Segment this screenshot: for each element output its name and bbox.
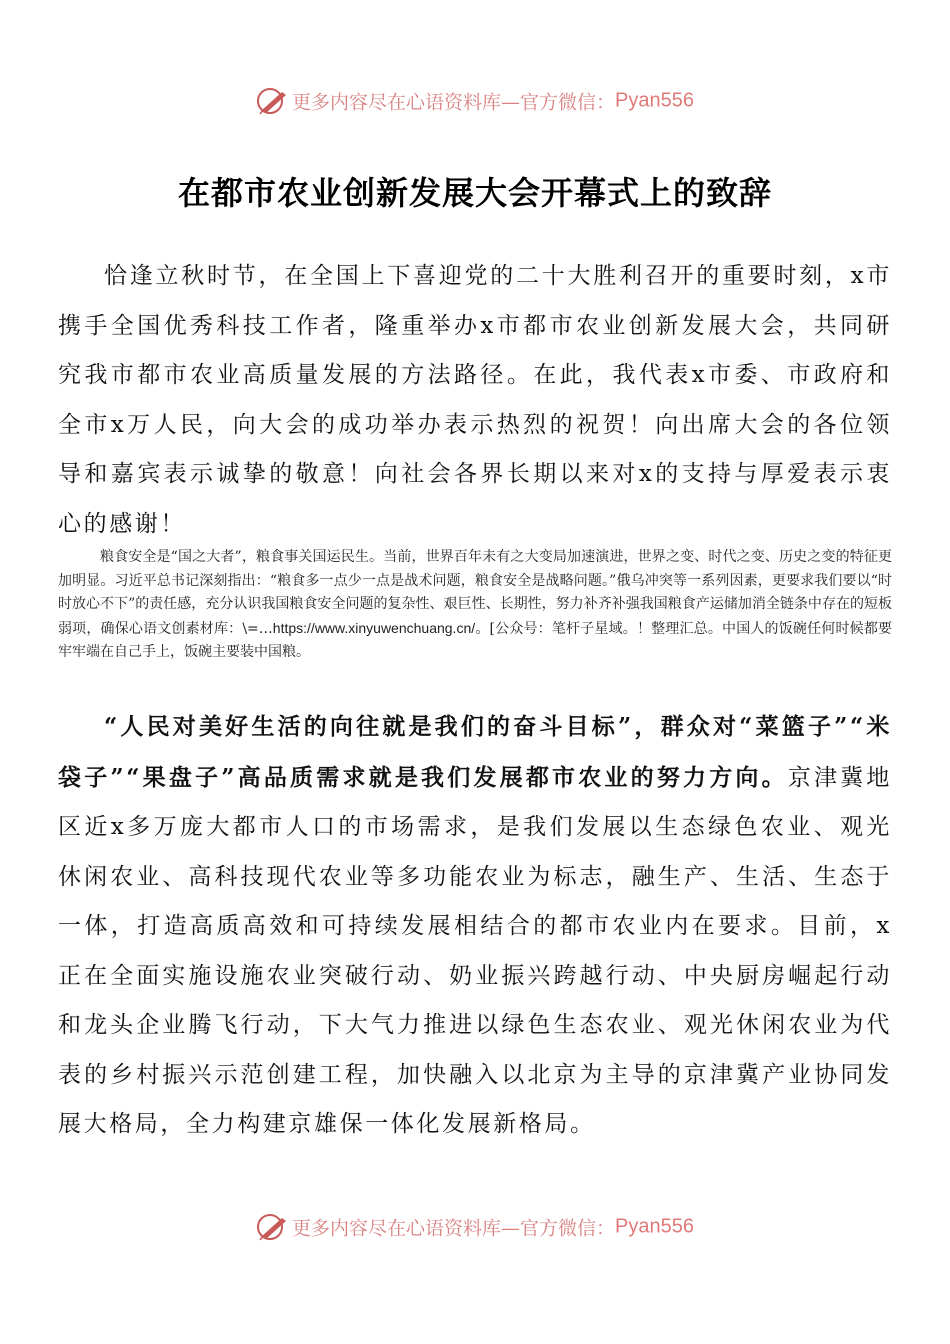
pen-logo-icon (256, 86, 290, 116)
page-title: 在都市农业创新发展大会开幕式上的致辞 (177, 174, 772, 212)
watermark-text: 更多内容尽在心语资料库—官方微信： (292, 1217, 616, 1240)
note-url: https://www.xinyuwenchuang.cn/ (272, 619, 476, 636)
note-text-after: 。[公众号：笔杆子星域。！整理汇总。中国人的饭碗任何时候都要牢牢端在自己手上，饭碗主要装中国粮。 (58, 620, 892, 660)
paragraph-2-body: 京津冀地区近x多万庞大都市人口的市场需求，是我们发展以生态绿色农业、观光休闲农业、高科技现代农业等多功能农业为标志，融生产、生活、生态于一体，打造高质高效和可持续发展相结合的都市农业内在要求。目前，x正在全面实施设施农业突破行动、奶业振兴跨越行动、中央厨房崛起行动和龙头企业腾飞行动，下大气力推进以绿色生态农业、观光休闲农业为代表的乡村振兴示范创建工程，加快融入以北京为主导的京津冀产业协同发展大格局，全力构建京雄保一体化发展新格局。 (58, 764, 893, 1137)
paragraph-2-bold-lead: “人民对美好生活的向往就是我们的奋斗目标”，群众对“菜篮子”“米袋子”“果盘子”高品质需求就是我们发展都市农业的努力方向。 (58, 713, 892, 791)
footer-watermark (0, 1212, 950, 1242)
inserted-note (58, 546, 892, 665)
watermark-text: 更多内容尽在心语资料库—官方微信： (292, 91, 616, 114)
watermark-wechat-id: Pyan556 (615, 1215, 694, 1238)
note-text: 粮食安全是“国之大者”，粮食事关国运民生。当前，世界百年未有之大变局加速演进，世界之变、时代之变、历史之变的特征更加明显。习近平总书记深刻指出：“粮食多一点少一点是战术问题，粮食安全是战略问题。”俄乌冲突等一系列因素，更要求我们要以“时时放心不下”的责任感，充分认识我国粮食安全问题的复杂性、艰巨性、长期性，努力补齐补强我国粮食产运储加消全链条中存在的短板弱项，确保心语文创素材库：\=… (58, 549, 892, 637)
pen-logo-icon (256, 1212, 290, 1242)
paragraph-2 (58, 702, 892, 1150)
paragraph-1: 恰逢立秋时节，在全国上下喜迎党的二十大胜利召开的重要时刻，x市携手全国优秀科技工作者，隆重举办x市都市农业创新发展大会，共同研究我市都市农业高质量发展的方法路径。在此，我代表x市委、市政府和全市x万人民，向大会的成功举办表示热烈的祝贺！向出席大会的各位领导和嘉宾表示诚挚的敬意！向社会各界长期以来对x的支持与厚爱表示衷心的感谢！ (58, 263, 892, 537)
watermark-wechat-id: Pyan556 (615, 89, 694, 112)
header-watermark (0, 86, 950, 116)
